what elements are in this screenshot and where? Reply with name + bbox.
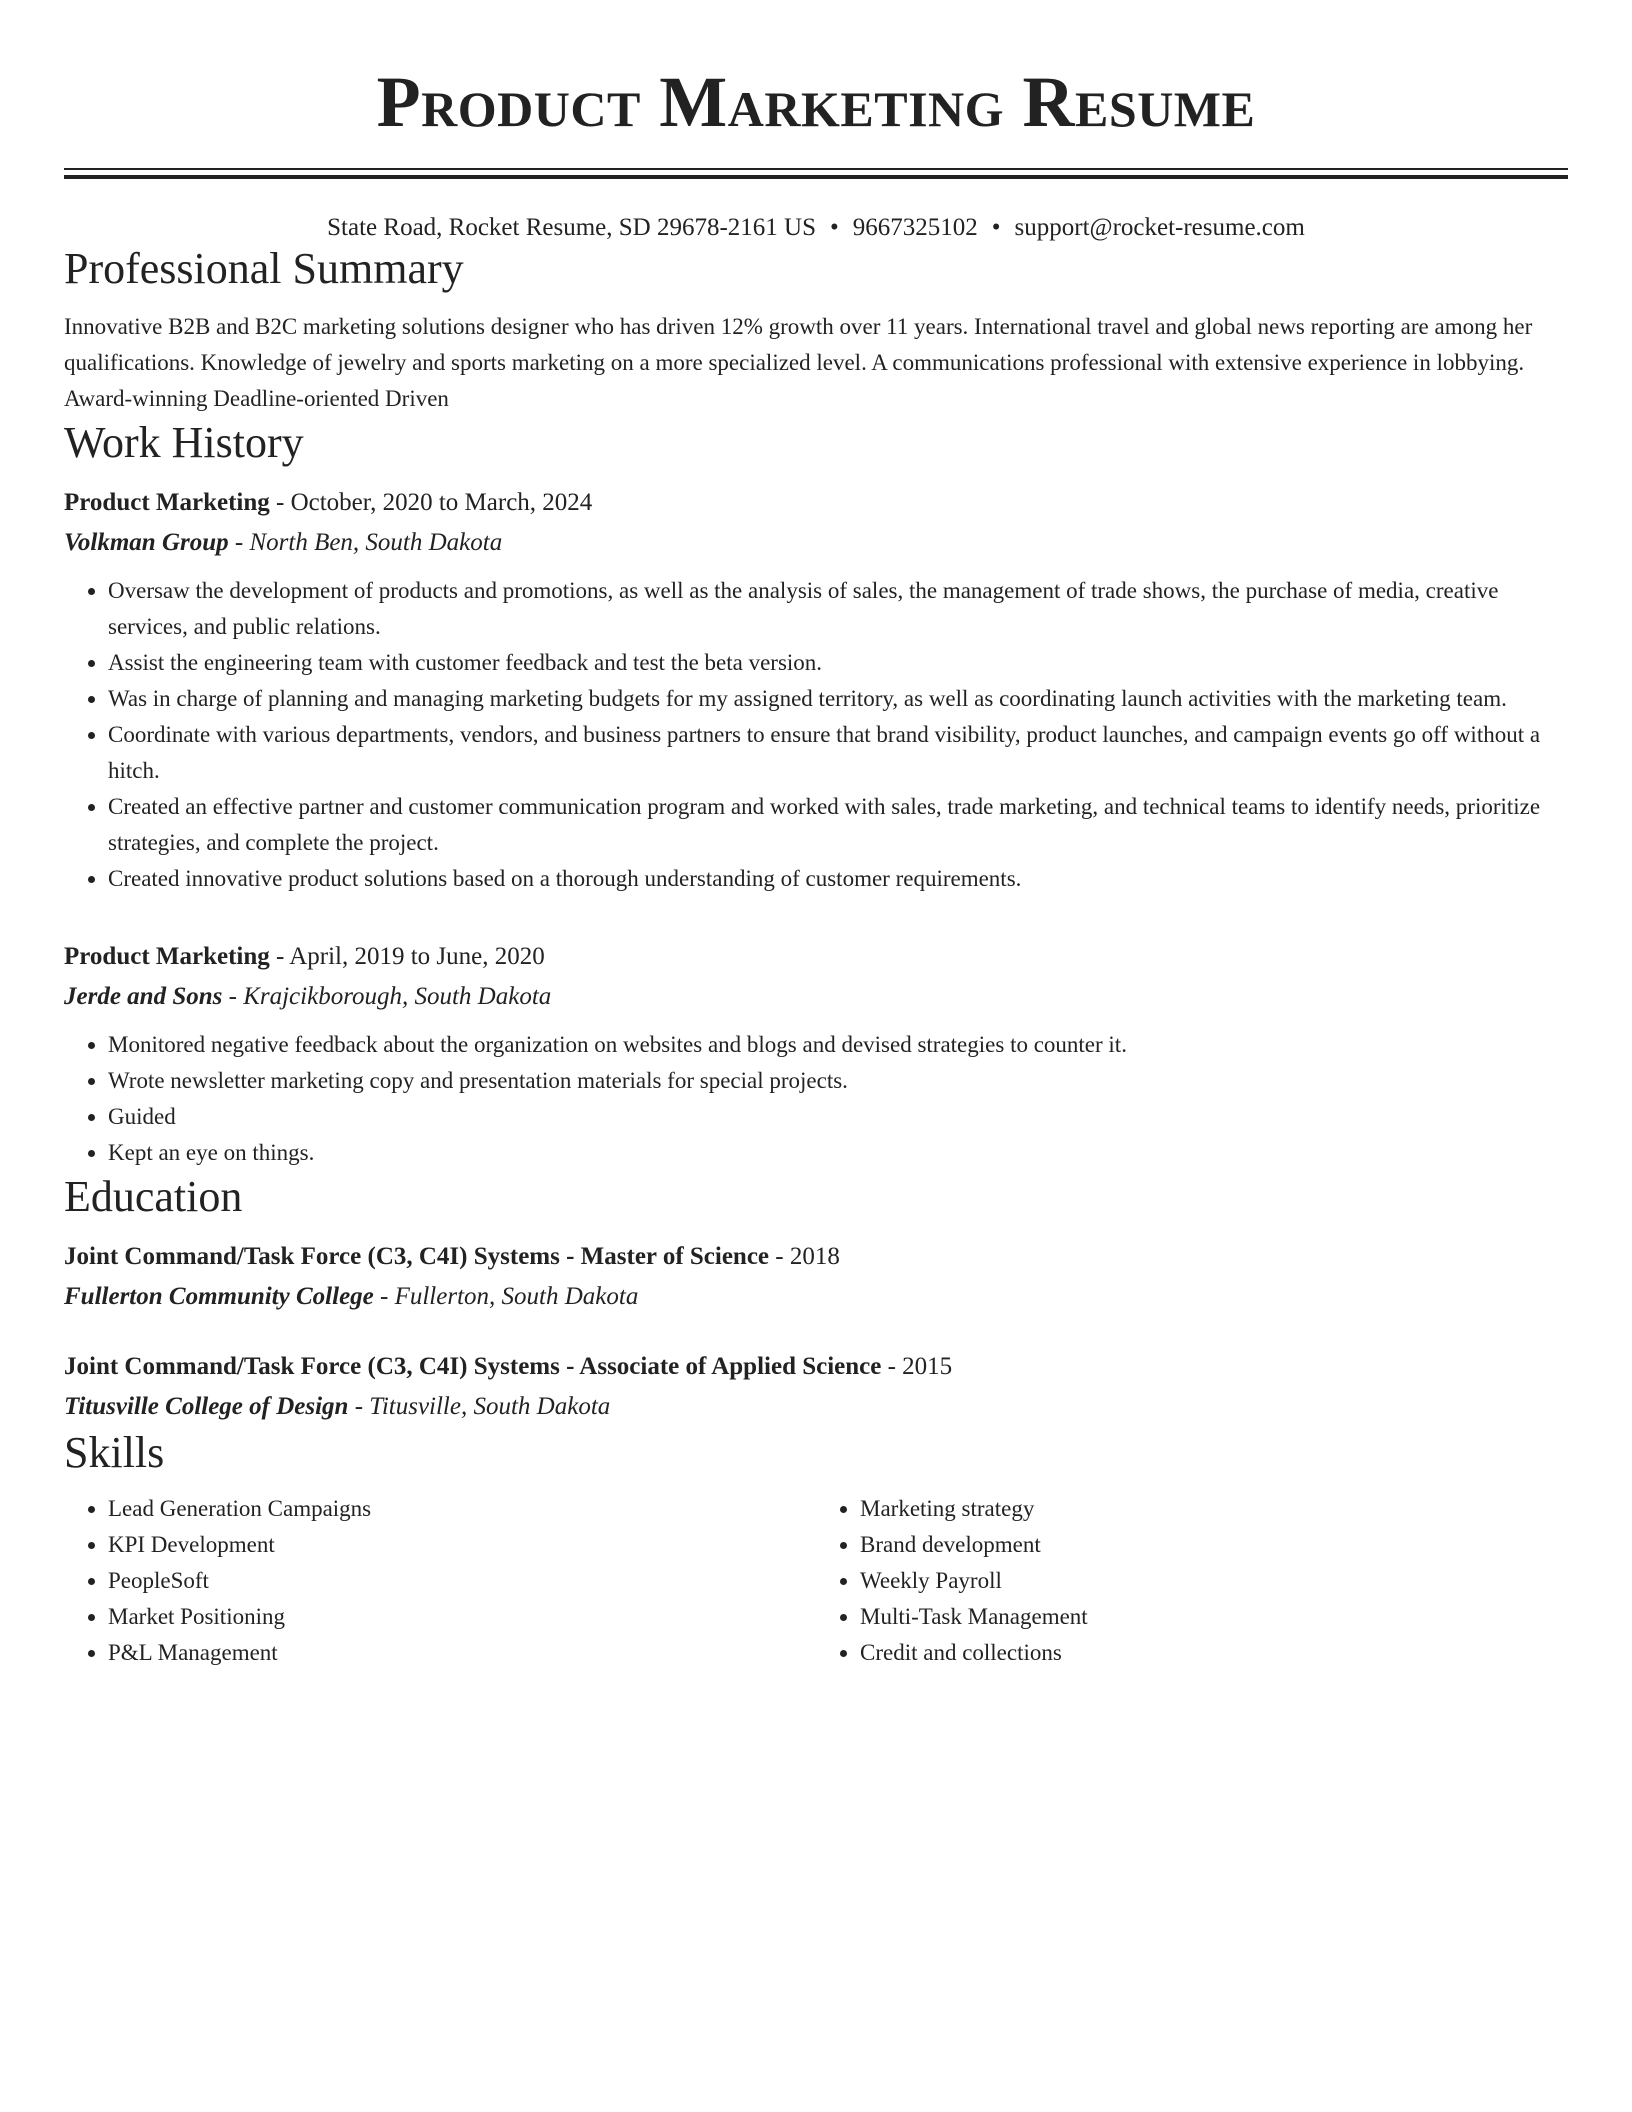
contact-separator: • bbox=[991, 214, 1001, 241]
list-item: • Created innovative product solutions based on a thorough understanding of customer requirements. bbox=[108, 861, 1568, 897]
list-item: • Was in charge of planning and managing marketing budgets for my assigned territory, as well as coordinating launch activities with the marketing team. bbox=[108, 681, 1568, 717]
school-line bbox=[64, 1277, 1568, 1317]
skill-item: • Marketing strategy bbox=[860, 1491, 1568, 1527]
job-employer: Jerde and Sons bbox=[64, 983, 223, 1010]
school-location: - Fullerton, South Dakota bbox=[373, 1283, 639, 1310]
list-item: • Monitored negative feedback about the organization on websites and blogs and devised strategies to counter it. bbox=[108, 1027, 1568, 1063]
job-title-line bbox=[64, 483, 1568, 523]
resume-title: Product Marketing Resume bbox=[376, 62, 1256, 142]
job-entry bbox=[64, 937, 1568, 1171]
skill-item: • Multi-Task Management bbox=[860, 1599, 1568, 1635]
school-name: Fullerton Community College bbox=[64, 1283, 374, 1310]
skill-item: • Credit and collections bbox=[860, 1635, 1568, 1671]
job-bullets bbox=[64, 573, 1568, 897]
summary-text: Innovative B2B and B2C marketing solutions designer who has driven 12% growth over 11 years. International travel and global news reporting are among her qualifications. Knowledge of jewelry and sports marketing on a more specialized level. A communications professional with extensive experience in lobbying. Award-winning Deadline-oriented Driven bbox=[64, 314, 1533, 411]
skill-item: • Weekly Payroll bbox=[860, 1563, 1568, 1599]
contact-address: State Road, Rocket Resume, SD 29678-2161 US bbox=[327, 214, 817, 241]
degree-line bbox=[64, 1237, 1568, 1277]
degree-year: - 2018 bbox=[769, 1243, 840, 1270]
skills-right-column bbox=[816, 1491, 1568, 1671]
skill-item: • Lead Generation Campaigns bbox=[108, 1491, 816, 1527]
education-heading: Education bbox=[64, 1172, 243, 1221]
job-employer-line bbox=[64, 523, 1568, 563]
title-double-rule bbox=[64, 168, 1568, 179]
skill-item: • Brand development bbox=[860, 1527, 1568, 1563]
work-history-heading: Work History bbox=[64, 418, 304, 467]
job-title: Product Marketing bbox=[64, 489, 270, 516]
job-bullets bbox=[64, 1027, 1568, 1171]
summary-heading: Professional Summary bbox=[64, 244, 464, 293]
degree: Joint Command/Task Force (C3, C4I) Systems - Associate of Applied Science bbox=[64, 1353, 882, 1380]
skill-item: • KPI Development bbox=[108, 1527, 816, 1563]
contact-line bbox=[64, 213, 1568, 243]
list-item: • Oversaw the development of products and promotions, as well as the analysis of sales, the management of trade shows, the purchase of media, creative services, and public relations. bbox=[108, 573, 1568, 645]
skills-columns bbox=[64, 1491, 1568, 1671]
school-line bbox=[64, 1387, 1568, 1427]
job-title: Product Marketing bbox=[64, 943, 270, 970]
list-item: • Wrote newsletter marketing copy and presentation materials for special projects. bbox=[108, 1063, 1568, 1099]
degree-line bbox=[64, 1347, 1568, 1387]
contact-phone: 9667325102 bbox=[852, 214, 978, 241]
job-location: - Krajcikborough, South Dakota bbox=[222, 983, 552, 1010]
job-employer: Volkman Group bbox=[64, 529, 229, 556]
job-entry bbox=[64, 483, 1568, 897]
skill-item: • PeopleSoft bbox=[108, 1563, 816, 1599]
skill-item: • Market Positioning bbox=[108, 1599, 816, 1635]
skills-heading: Skills bbox=[64, 1428, 165, 1477]
education-entry bbox=[64, 1347, 1568, 1427]
skills-left-column bbox=[64, 1491, 816, 1671]
education-entry bbox=[64, 1237, 1568, 1317]
list-item: • Created an effective partner and customer communication program and worked with sales, trade marketing, and technical teams to identify needs, prioritize strategies, and complete the project. bbox=[108, 789, 1568, 861]
list-item: • Kept an eye on things. bbox=[108, 1135, 1568, 1171]
job-dates: - October, 2020 to March, 2024 bbox=[269, 489, 593, 516]
school-location: - Titusville, South Dakota bbox=[348, 1393, 611, 1420]
contact-email: support@rocket-resume.com bbox=[1014, 214, 1305, 241]
job-location: - North Ben, South Dakota bbox=[228, 529, 503, 556]
degree-year: - 2015 bbox=[881, 1353, 953, 1380]
list-item: • Coordinate with various departments, vendors, and business partners to ensure that brand visibility, product launches, and campaign events go off without a hitch. bbox=[108, 717, 1568, 789]
list-item: • Guided bbox=[108, 1099, 1568, 1135]
job-title-line bbox=[64, 937, 1568, 977]
degree: Joint Command/Task Force (C3, C4I) Systems - Master of Science bbox=[64, 1243, 770, 1270]
job-employer-line bbox=[64, 977, 1568, 1017]
job-dates: - April, 2019 to June, 2020 bbox=[269, 943, 545, 970]
school-name: Titusville College of Design bbox=[64, 1393, 349, 1420]
skill-item: • P&L Management bbox=[108, 1635, 816, 1671]
list-item: • Assist the engineering team with customer feedback and test the beta version. bbox=[108, 645, 1568, 681]
contact-separator: • bbox=[830, 214, 839, 241]
